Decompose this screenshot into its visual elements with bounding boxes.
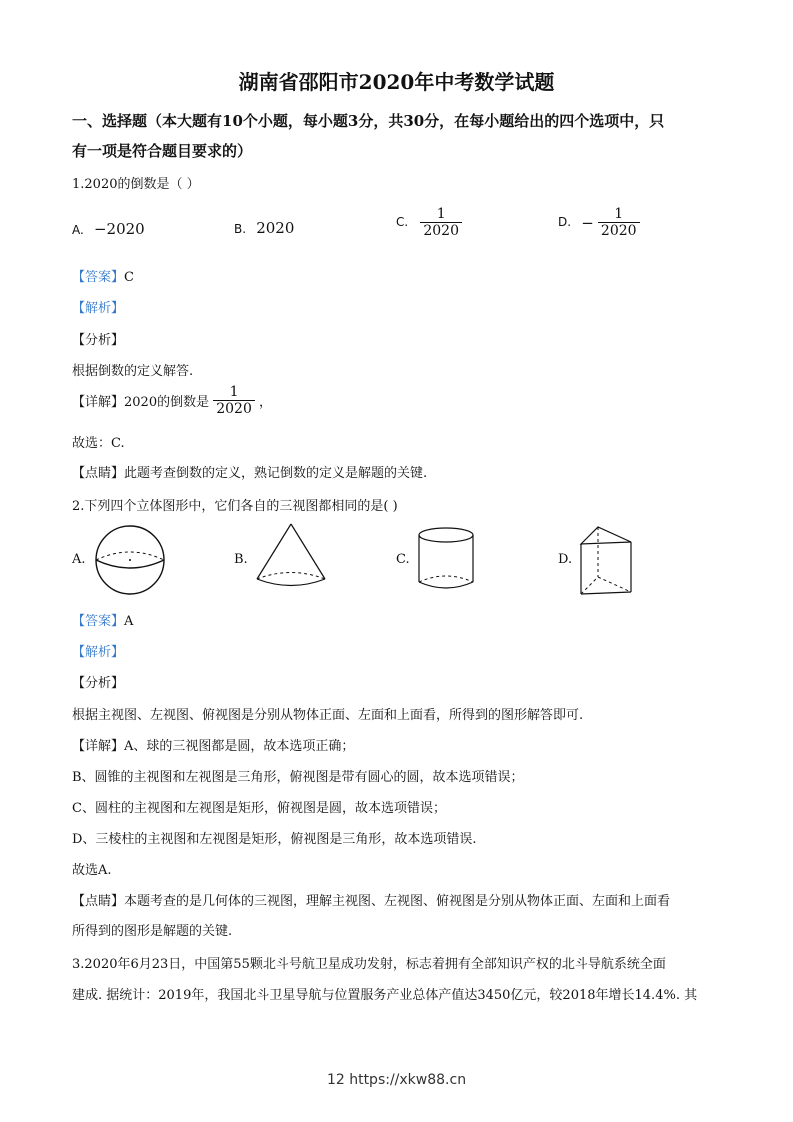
q1-option-c-numerator: 1 bbox=[436, 206, 446, 222]
q1-option-a-value: −2020 bbox=[93, 220, 145, 238]
q1-option-c-fraction bbox=[420, 206, 462, 239]
page-footer: 12 https://xkw88.cn bbox=[326, 1072, 467, 1088]
q2-option-b-label: B. bbox=[234, 552, 248, 567]
q2-c-line: C、圆柱的主视图和左视图是矩形，俯视图是圆，故本选项错误； bbox=[72, 801, 446, 816]
q2-stem: 2.下列四个立体图形中，它们各自的三视图都相同的是( ) bbox=[72, 499, 398, 514]
section-heading-line2: 有一项是符合题目要求的） bbox=[72, 142, 253, 160]
q2-answer-tag: 【答案】 bbox=[72, 614, 125, 629]
q1-fenxi-tag: 【分析】 bbox=[72, 333, 125, 348]
q2-d-line: D、三棱柱的主视图和左视图是矩形，俯视图是三角形，故本选项错误. bbox=[72, 832, 477, 847]
q2-answer bbox=[72, 610, 133, 629]
q1-jiexi-tag: 【解析】 bbox=[72, 301, 125, 316]
q1-answer bbox=[72, 266, 134, 285]
q1-option-c bbox=[396, 206, 462, 239]
q1-option-c-denominator: 2020 bbox=[420, 222, 462, 239]
q2-fenxi-tag: 【分析】 bbox=[72, 676, 125, 691]
q2-xiangjie: 【详解】A、球的三视图都是圆，故本选项正确； bbox=[72, 739, 355, 754]
cone-icon bbox=[254, 522, 328, 588]
q1-dianjing: 【点睛】此题考查倒数的定义，熟记倒数的定义是解题的关键. bbox=[72, 466, 428, 481]
q1-option-d-label: D. bbox=[558, 215, 572, 229]
q2-answer-value: A bbox=[124, 614, 134, 629]
q3-line1: 3.2020年6月23日，中国第55颗北斗号航卫星成功发射，标志着拥有全部知识产权的北斗导航系统全面 bbox=[72, 957, 666, 972]
q1-option-d-denominator: 2020 bbox=[598, 222, 640, 239]
q1-answer-tag: 【答案】 bbox=[72, 270, 125, 285]
q1-option-a-label: A. bbox=[72, 223, 84, 237]
q1-option-c-label: C. bbox=[396, 215, 409, 229]
q1-answer-value: C bbox=[124, 270, 134, 285]
q1-xiangjie-suffix: ， bbox=[259, 395, 273, 410]
q2-fenxi-text: 根据主视图、左视图、俯视图是分别从物体正面、左面和上面看，所得到的图形解答即可. bbox=[72, 708, 584, 723]
section-heading-line1: 一、选择题（本大题有10个小题，每小题3分，共30分，在每小题给出的四个选项中，只 bbox=[72, 112, 665, 130]
q2-option-c-label: C. bbox=[396, 552, 410, 567]
q3-line2: 建成. 据统计：2019年，我国北斗卫星导航与位置服务产业总体产值达3450亿元，较2018年增长14.4%. 其 bbox=[72, 988, 698, 1003]
q2-option-a-label: A. bbox=[72, 552, 86, 567]
q1-option-d-numerator: 1 bbox=[614, 206, 624, 222]
q1-xiangjie-numerator: 1 bbox=[229, 384, 239, 400]
q1-option-d-sign: − bbox=[581, 213, 594, 232]
q2-guxuan: 故选A. bbox=[72, 863, 112, 878]
q1-option-d bbox=[558, 206, 640, 239]
q2-b-line: B、圆锥的主视图和左视图是三角形，俯视图是带有圆心的圆，故本选项错误； bbox=[72, 770, 524, 785]
q2-dianjing-line1: 【点睛】本题考查的是几何体的三视图，理解主视图、左视图、俯视图是分别从物体正面、左面和上面看 bbox=[72, 894, 671, 909]
sphere-icon bbox=[94, 524, 166, 596]
q1-stem: 1.2020的倒数是（ ） bbox=[72, 177, 200, 192]
q1-xiangjie bbox=[72, 384, 272, 417]
q2-option-d-label: D. bbox=[558, 552, 573, 567]
q1-xiangjie-denominator: 2020 bbox=[213, 400, 255, 417]
q1-option-b-value: 2020 bbox=[256, 219, 295, 237]
page-title: 湖南省邵阳市2020年中考数学试题 bbox=[238, 70, 555, 94]
q1-fenxi-text: 根据倒数的定义解答. bbox=[72, 364, 194, 379]
q1-xiangjie-prefix: 【详解】2020的倒数是 bbox=[72, 395, 210, 410]
q2-dianjing-line2: 所得到的图形是解题的关键. bbox=[72, 924, 233, 939]
cylinder-icon bbox=[416, 526, 476, 592]
q1-option-a bbox=[72, 220, 145, 238]
q1-xiangjie-fraction bbox=[213, 384, 255, 417]
q1-option-b bbox=[234, 219, 294, 237]
triangular-prism-icon bbox=[576, 524, 636, 598]
q1-option-d-fraction bbox=[598, 206, 640, 239]
q2-jiexi-tag: 【解析】 bbox=[72, 645, 125, 660]
q1-option-b-label: B. bbox=[234, 222, 247, 236]
q1-guxuan: 故选：C. bbox=[72, 436, 125, 451]
